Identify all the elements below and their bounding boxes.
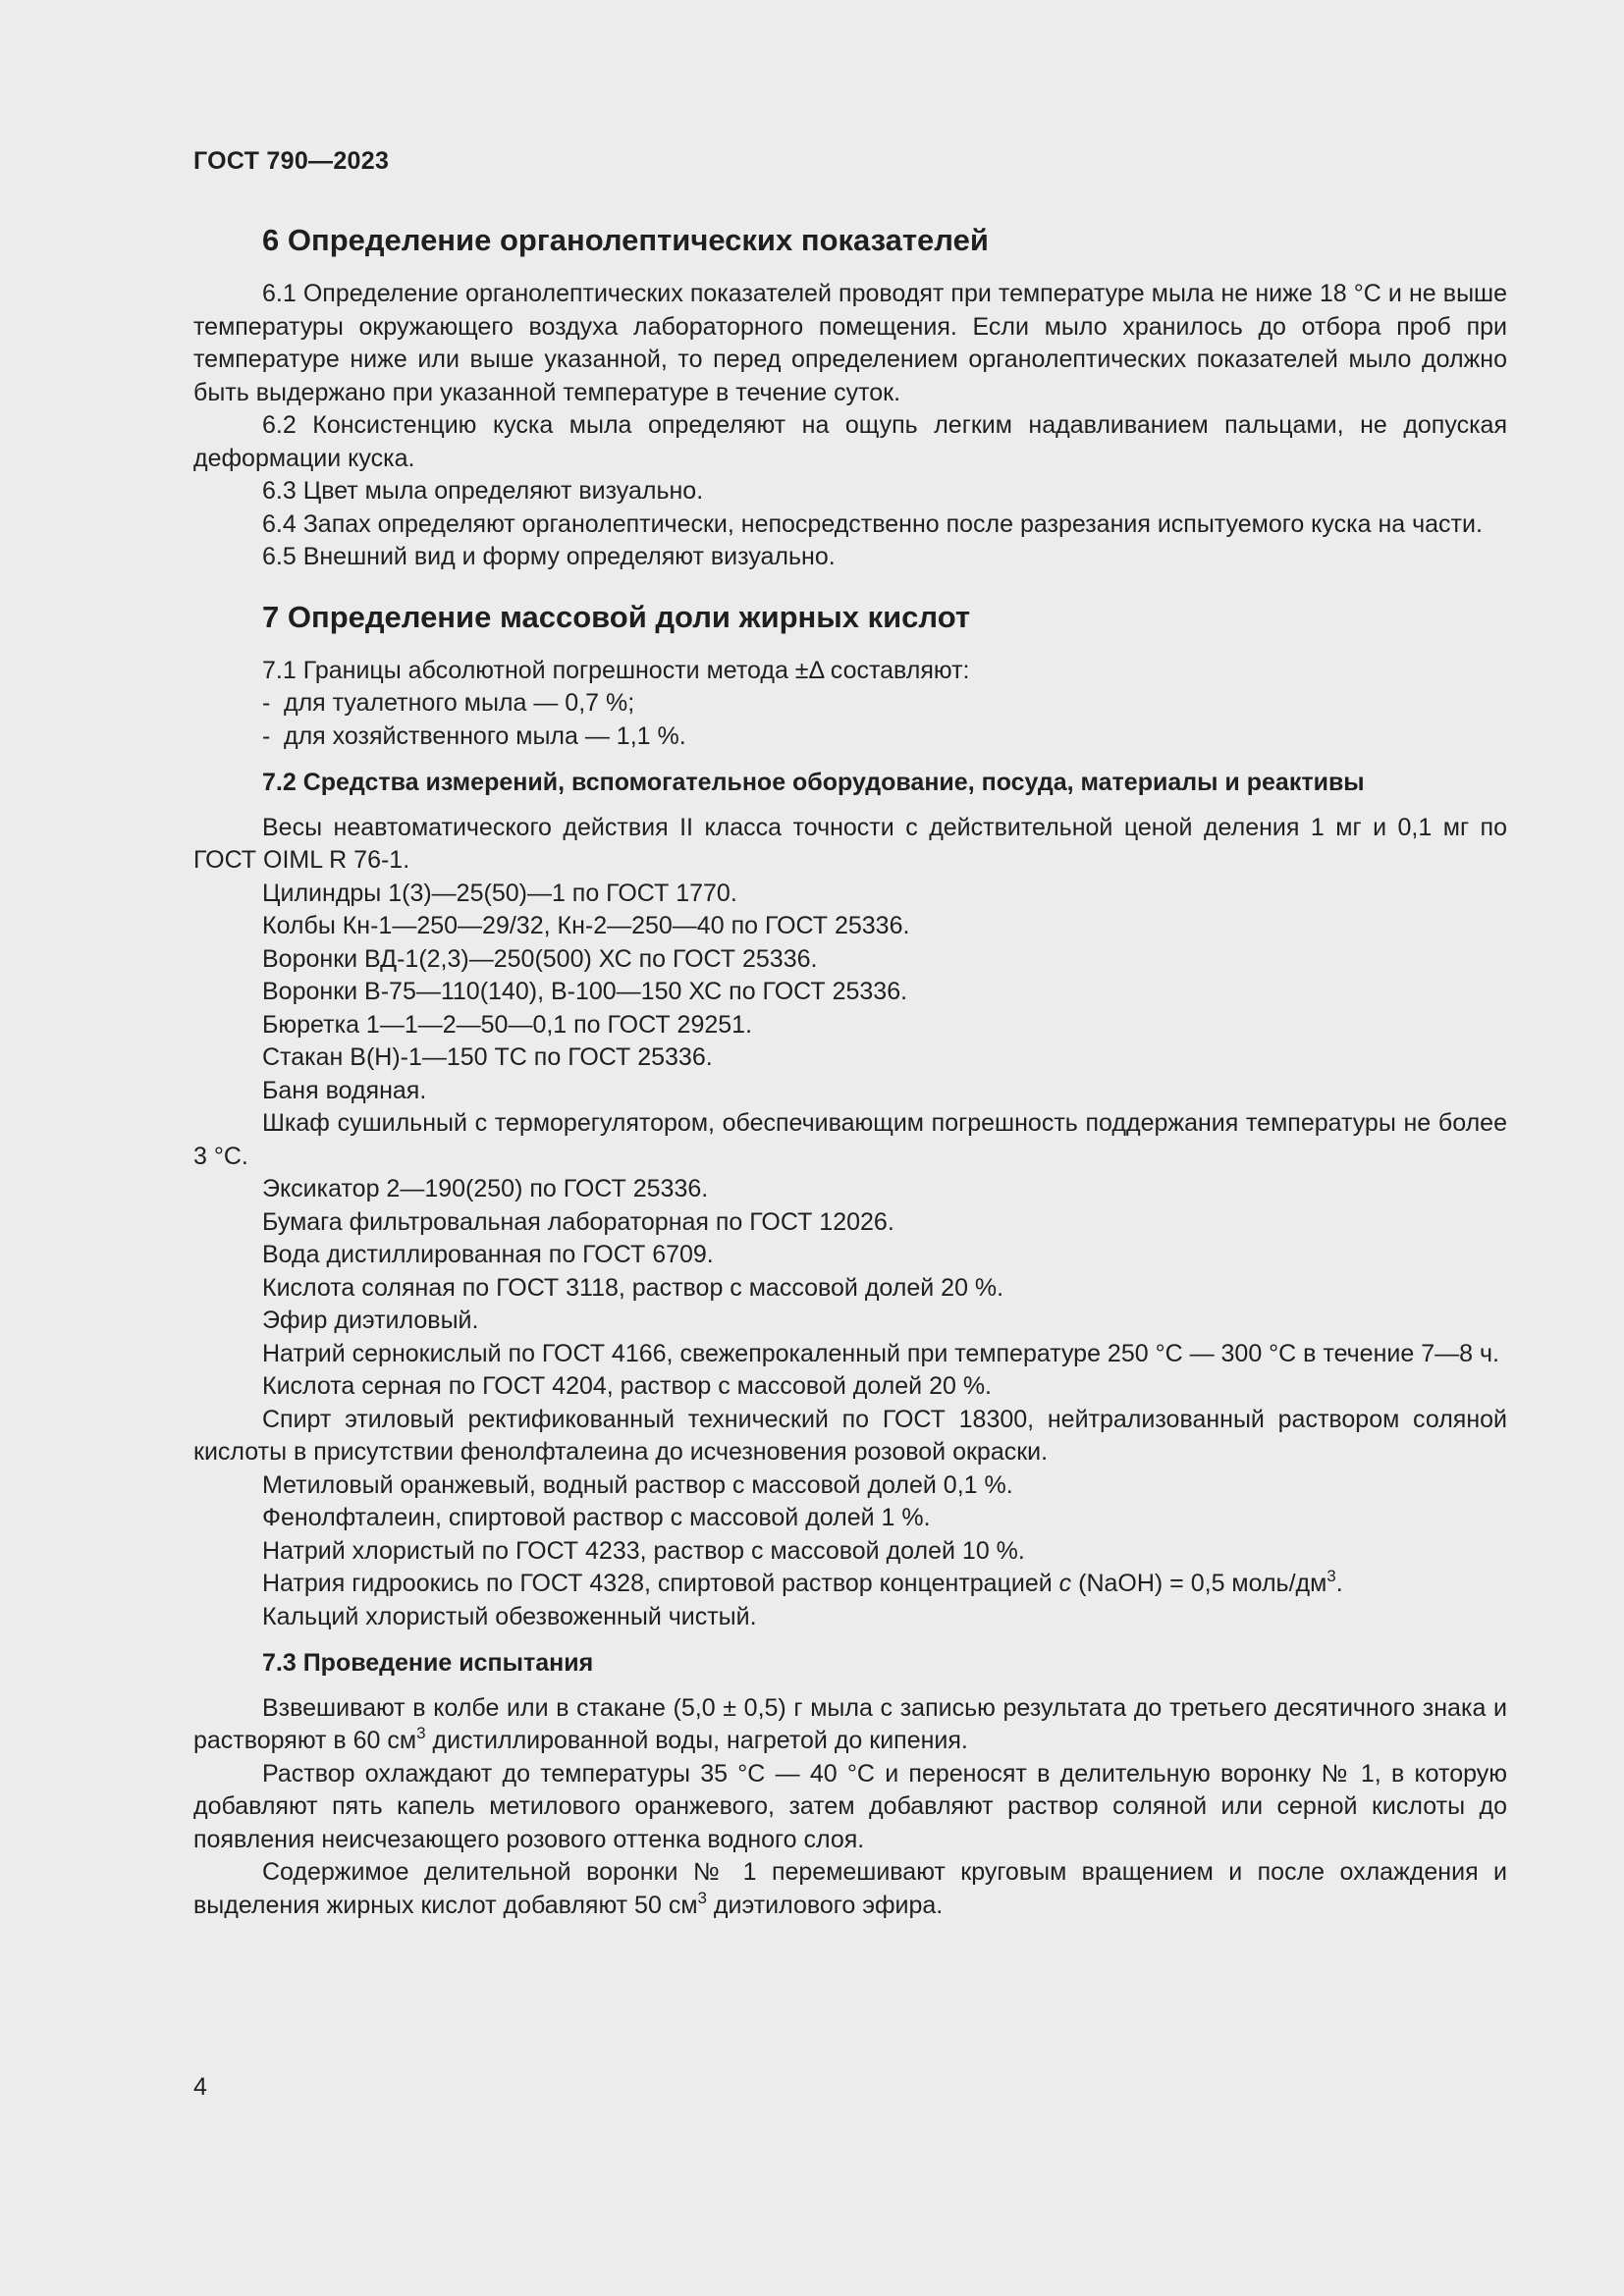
equipment-item: Натрий сернокислый по ГОСТ 4166, свежепрокаленный при температуре 250 °С — 300 °С в течение 7—8 ч. xyxy=(262,1339,1499,1367)
equipment-item: Воронки ВД-1(2,3)—250(500) ХС по ГОСТ 25336. xyxy=(262,944,818,973)
text-fragment: Взвешивают в колбе или в стакане (5,0 ± 0,5) г мыла с записью результата до третьего десятичного знака и растворяют в 60 см xyxy=(193,1693,1507,1754)
superscript: 3 xyxy=(1326,1567,1336,1585)
superscript: 3 xyxy=(416,1724,426,1742)
equipment-item: Фенолфталеин, спиртовой раствор с массовой долей 1 %. xyxy=(262,1504,931,1531)
equipment-item: Шкаф сушильный с терморегулятором, обеспечивающим погрешность поддержания температуры не более 3 °С. xyxy=(193,1109,1507,1170)
equipment-item: Баня водяная. xyxy=(262,1076,427,1104)
subsection-7-2-title: 7.2 Средства измерений, вспомогательное оборудование, посуда, материалы и реактивы xyxy=(262,769,1365,796)
variable-c: c xyxy=(1058,1570,1072,1597)
equipment-item: Метиловый оранжевый, водный раствор с массовой долей 0,1 %. xyxy=(262,1470,1013,1499)
equipment-item: Весы неавтоматического действия II класса точности с действительной ценой деления 1 мг и 0,1 мг по ГОСТ OIML R 76-1. xyxy=(193,813,1507,874)
equipment-item xyxy=(193,1568,1507,1601)
equipment-item: Эксикатор 2—190(250) по ГОСТ 25336. xyxy=(262,1175,709,1202)
equipment-item: Колбы Кн-1—250—29/32, Кн-2—250—40 по ГОСТ 25336. xyxy=(262,912,910,939)
equipment-item: Эфир диэтиловый. xyxy=(262,1307,479,1334)
paragraph-6-1: 6.1 Определение органолептических показателей проводят при температуре мыла не ниже 18 °С и не выше температуры окружающего воздуха лабораторного помещения. Если мыло хранилось до отбора проб при температуре ниже или выше указанной, то перед определением органолептических показателей мыло должно быть выдержано при указанной температуре в течение суток. xyxy=(193,280,1507,406)
equipment-item: Стакан В(Н)-1—150 ТС по ГОСТ 25336. xyxy=(262,1043,713,1071)
bullet-dash: - xyxy=(262,689,271,717)
bullet-dash: - xyxy=(262,721,271,750)
page-number: 4 xyxy=(193,2073,207,2101)
list-item-text: для хозяйственного мыла — 1,1 %. xyxy=(284,721,686,750)
text-fragment: Натрия гидроокись по ГОСТ 4328, спиртовой раствор концентрацией xyxy=(262,1570,1059,1597)
paragraph-6-3: 6.3 Цвет мыла определяют визуально. xyxy=(262,477,704,505)
document-body xyxy=(193,221,1507,1922)
list-item xyxy=(193,687,1507,721)
equipment-item: Спирт этиловый ректификованный технический по ГОСТ 18300, нейтрализованный раствором соляной кислоты в присутствии фенолфталеина до исчезновения розовой окраски. xyxy=(193,1405,1507,1466)
section-6-title: 6 Определение органолептических показателей xyxy=(262,223,989,257)
paragraph-6-4: 6.4 Запах определяют органолептически, непосредственно после разрезания испытуемого куска на части. xyxy=(262,509,1483,538)
list-item xyxy=(193,721,1507,754)
superscript: 3 xyxy=(697,1888,707,1907)
text-fragment: (NaOH) = 0,5 моль/дм xyxy=(1071,1570,1327,1597)
equipment-item: Бумага фильтровальная лабораторная по ГОСТ 12026. xyxy=(262,1207,894,1236)
text-fragment: диэтилового эфира. xyxy=(706,1891,944,1919)
subsection-7-3-title: 7.3 Проведение испытания xyxy=(262,1649,594,1677)
paragraph-7-1: 7.1 Границы абсолютной погрешности метода ±Δ составляют: xyxy=(262,656,970,684)
equipment-item: Воронки В-75—110(140), В-100—150 ХС по ГОСТ 25336. xyxy=(262,978,908,1005)
equipment-item: Натрий хлористый по ГОСТ 4233, раствор с массовой долей 10 %. xyxy=(262,1536,1025,1565)
test-paragraph xyxy=(193,1856,1507,1922)
equipment-item: Кислота серная по ГОСТ 4204, раствор с массовой долей 20 %. xyxy=(262,1372,993,1400)
equipment-item: Цилиндры 1(3)—25(50)—1 по ГОСТ 1770. xyxy=(262,879,737,907)
text-fragment: Содержимое делительной воронки № 1 перемешивают круговым вращением и после охлаждения и выделения жирных кислот добавляют 50 см xyxy=(193,1858,1507,1919)
paragraph-6-5: 6.5 Внешний вид и форму определяют визуально. xyxy=(262,543,836,570)
test-paragraph: Раствор охлаждают до температуры 35 °С — 40 °С и переносят в делительную воронку № 1, в которую добавляют пять капель метилового оранжевого, затем добавляют раствор соляной или серной кислоты до появления неисчезающего розового оттенка водного слоя. xyxy=(193,1759,1507,1853)
text-fragment: дистиллированной воды, нагретой до кипения. xyxy=(425,1727,968,1754)
equipment-item: Бюретка 1—1—2—50—0,1 по ГОСТ 29251. xyxy=(262,1010,753,1039)
equipment-item: Кислота соляная по ГОСТ 3118, раствор с массовой долей 20 %. xyxy=(262,1273,1004,1302)
list-item-text: для туалетного мыла — 0,7 %; xyxy=(284,689,635,717)
paragraph-6-2: 6.2 Консистенцию куска мыла определяют на ощупь легким надавливанием пальцами, не допуская деформации куска. xyxy=(193,411,1507,472)
document-code: ГОСТ 790—2023 xyxy=(193,147,390,175)
equipment-item: Вода дистиллированная по ГОСТ 6709. xyxy=(262,1241,714,1268)
text-fragment: . xyxy=(1335,1570,1343,1597)
test-paragraph xyxy=(193,1692,1507,1758)
equipment-item: Кальций хлористый обезвоженный чистый. xyxy=(262,1602,757,1630)
section-7-title: 7 Определение массовой доли жирных кислот xyxy=(262,599,971,634)
